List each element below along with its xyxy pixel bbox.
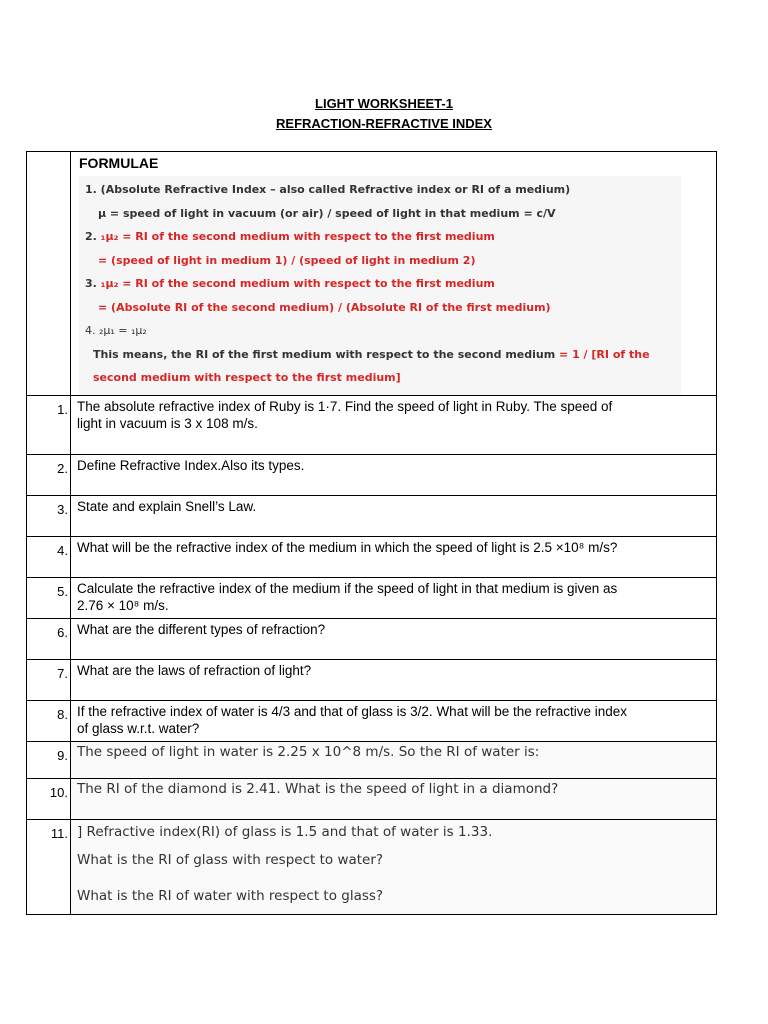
formula-1-label: 1. (Absolute Refractive Index – also called Refractive index or RI of a medium) (85, 183, 571, 196)
worksheet-table (26, 151, 717, 915)
question-number: 7. (27, 660, 71, 701)
formula-3-detail-end: ) (545, 300, 551, 314)
formula-4-label: 4. ₂μ₁ = ₁μ₂ (85, 324, 147, 337)
formulae-cell (71, 152, 717, 396)
question-text: State and explain Snell’s Law. (71, 496, 717, 537)
question-text: What are the different types of refraction? (71, 619, 717, 660)
question-text: Define Refractive Index.Also its types. (71, 455, 717, 496)
question-number: 10. (27, 779, 71, 820)
question-text-line: Calculate the refractive index of the medium if the speed of light in that medium is given as (77, 581, 618, 596)
formula-3-text: = RI of the second medium with respect to the first medium (118, 277, 495, 290)
worksheet-subtitle: REFRACTION-REFRACTIVE INDEX (276, 116, 492, 131)
formula-2-prefix: 2. (85, 230, 101, 243)
question-text-line: If the refractive index of water is 4/3 and that of glass is 3/2. What will be the refractive index (77, 704, 628, 719)
formulae-box (79, 176, 681, 395)
formulae-heading: FORMULAE (79, 155, 159, 171)
formula-2-label (85, 225, 677, 249)
question-row (27, 455, 717, 496)
question-text-line: light in vacuum is 3 x 108 m/s. (77, 416, 258, 431)
question-number: 3. (27, 496, 71, 537)
question-text-line: of glass w.r.t. water? (77, 721, 200, 736)
formula-4-detail-c: = 1 / [RI of the (555, 347, 650, 361)
question-text: The RI of the diamond is 2.41. What is the speed of light in a diamond? (71, 779, 717, 820)
question-number: 9. (27, 742, 71, 779)
question-row (27, 701, 717, 742)
worksheet-title: LIGHT WORKSHEET-1 (315, 96, 453, 111)
question-number: 6. (27, 619, 71, 660)
question-text-line: What is the RI of water with respect to glass? (77, 888, 384, 904)
question-text: What will be the refractive index of the medium in which the speed of light is 2.5 ×10⁸ m/s? (71, 537, 717, 578)
question-row (27, 578, 717, 619)
formula-4-detail (85, 343, 677, 389)
question-row (27, 496, 717, 537)
formula-1-detail: μ = speed of light in vacuum (or air) / speed of light in that medium = c/V (98, 206, 556, 220)
question-number: 11. (27, 820, 71, 915)
question-text-line: The absolute refractive index of Ruby is 1·7. Find the speed of light in Ruby. The speed of (77, 399, 613, 414)
formulae-row (27, 152, 717, 396)
question-number: 5. (27, 578, 71, 619)
question-text: What are the laws of refraction of light? (71, 660, 717, 701)
question-row (27, 537, 717, 578)
question-text-line: ] Refractive index(RI) of glass is 1.5 and that of water is 1.33. (77, 824, 493, 840)
question-text-line: What is the RI of glass with respect to water? (77, 852, 384, 868)
formula-3-prefix: 3. (85, 277, 101, 290)
formula-3-detail (85, 296, 677, 320)
formula-4-detail-b: RI of the first medium with respect to the second medium (195, 347, 556, 361)
question-number: 8. (27, 701, 71, 742)
formula-2-text: = RI of the second medium with respect to the first medium (118, 230, 495, 243)
formula-4-detail-d: second medium with respect to the first medium] (93, 370, 401, 384)
formula-3-detail-main: = (Absolute RI of the second medium) / (Absolute RI of the first medium (98, 300, 546, 314)
question-text (71, 701, 717, 742)
question-row (27, 742, 717, 779)
formulae-number-cell (27, 152, 71, 396)
formula-3-symbol: ₁μ₂ (100, 277, 119, 290)
question-number: 2. (27, 455, 71, 496)
question-row (27, 820, 717, 915)
question-row (27, 660, 717, 701)
question-text (71, 578, 717, 619)
question-row (27, 396, 717, 455)
question-text: The speed of light in water is 2.25 x 10^8 m/s. So the RI of water is: (71, 742, 717, 779)
formula-3-label (85, 272, 677, 296)
formula-2-detail: = (speed of light in medium 1) / (speed of light in medium 2) (98, 253, 476, 267)
question-number: 4. (27, 537, 71, 578)
question-row (27, 619, 717, 660)
question-text (71, 820, 717, 915)
question-row (27, 779, 717, 820)
formula-4-detail-a: This means, the (93, 347, 196, 361)
formula-2-symbol: ₁μ₂ (100, 230, 119, 243)
question-text (71, 396, 717, 455)
question-number: 1. (27, 396, 71, 455)
question-text-line: 2.76 × 10⁸ m/s. (77, 598, 169, 613)
